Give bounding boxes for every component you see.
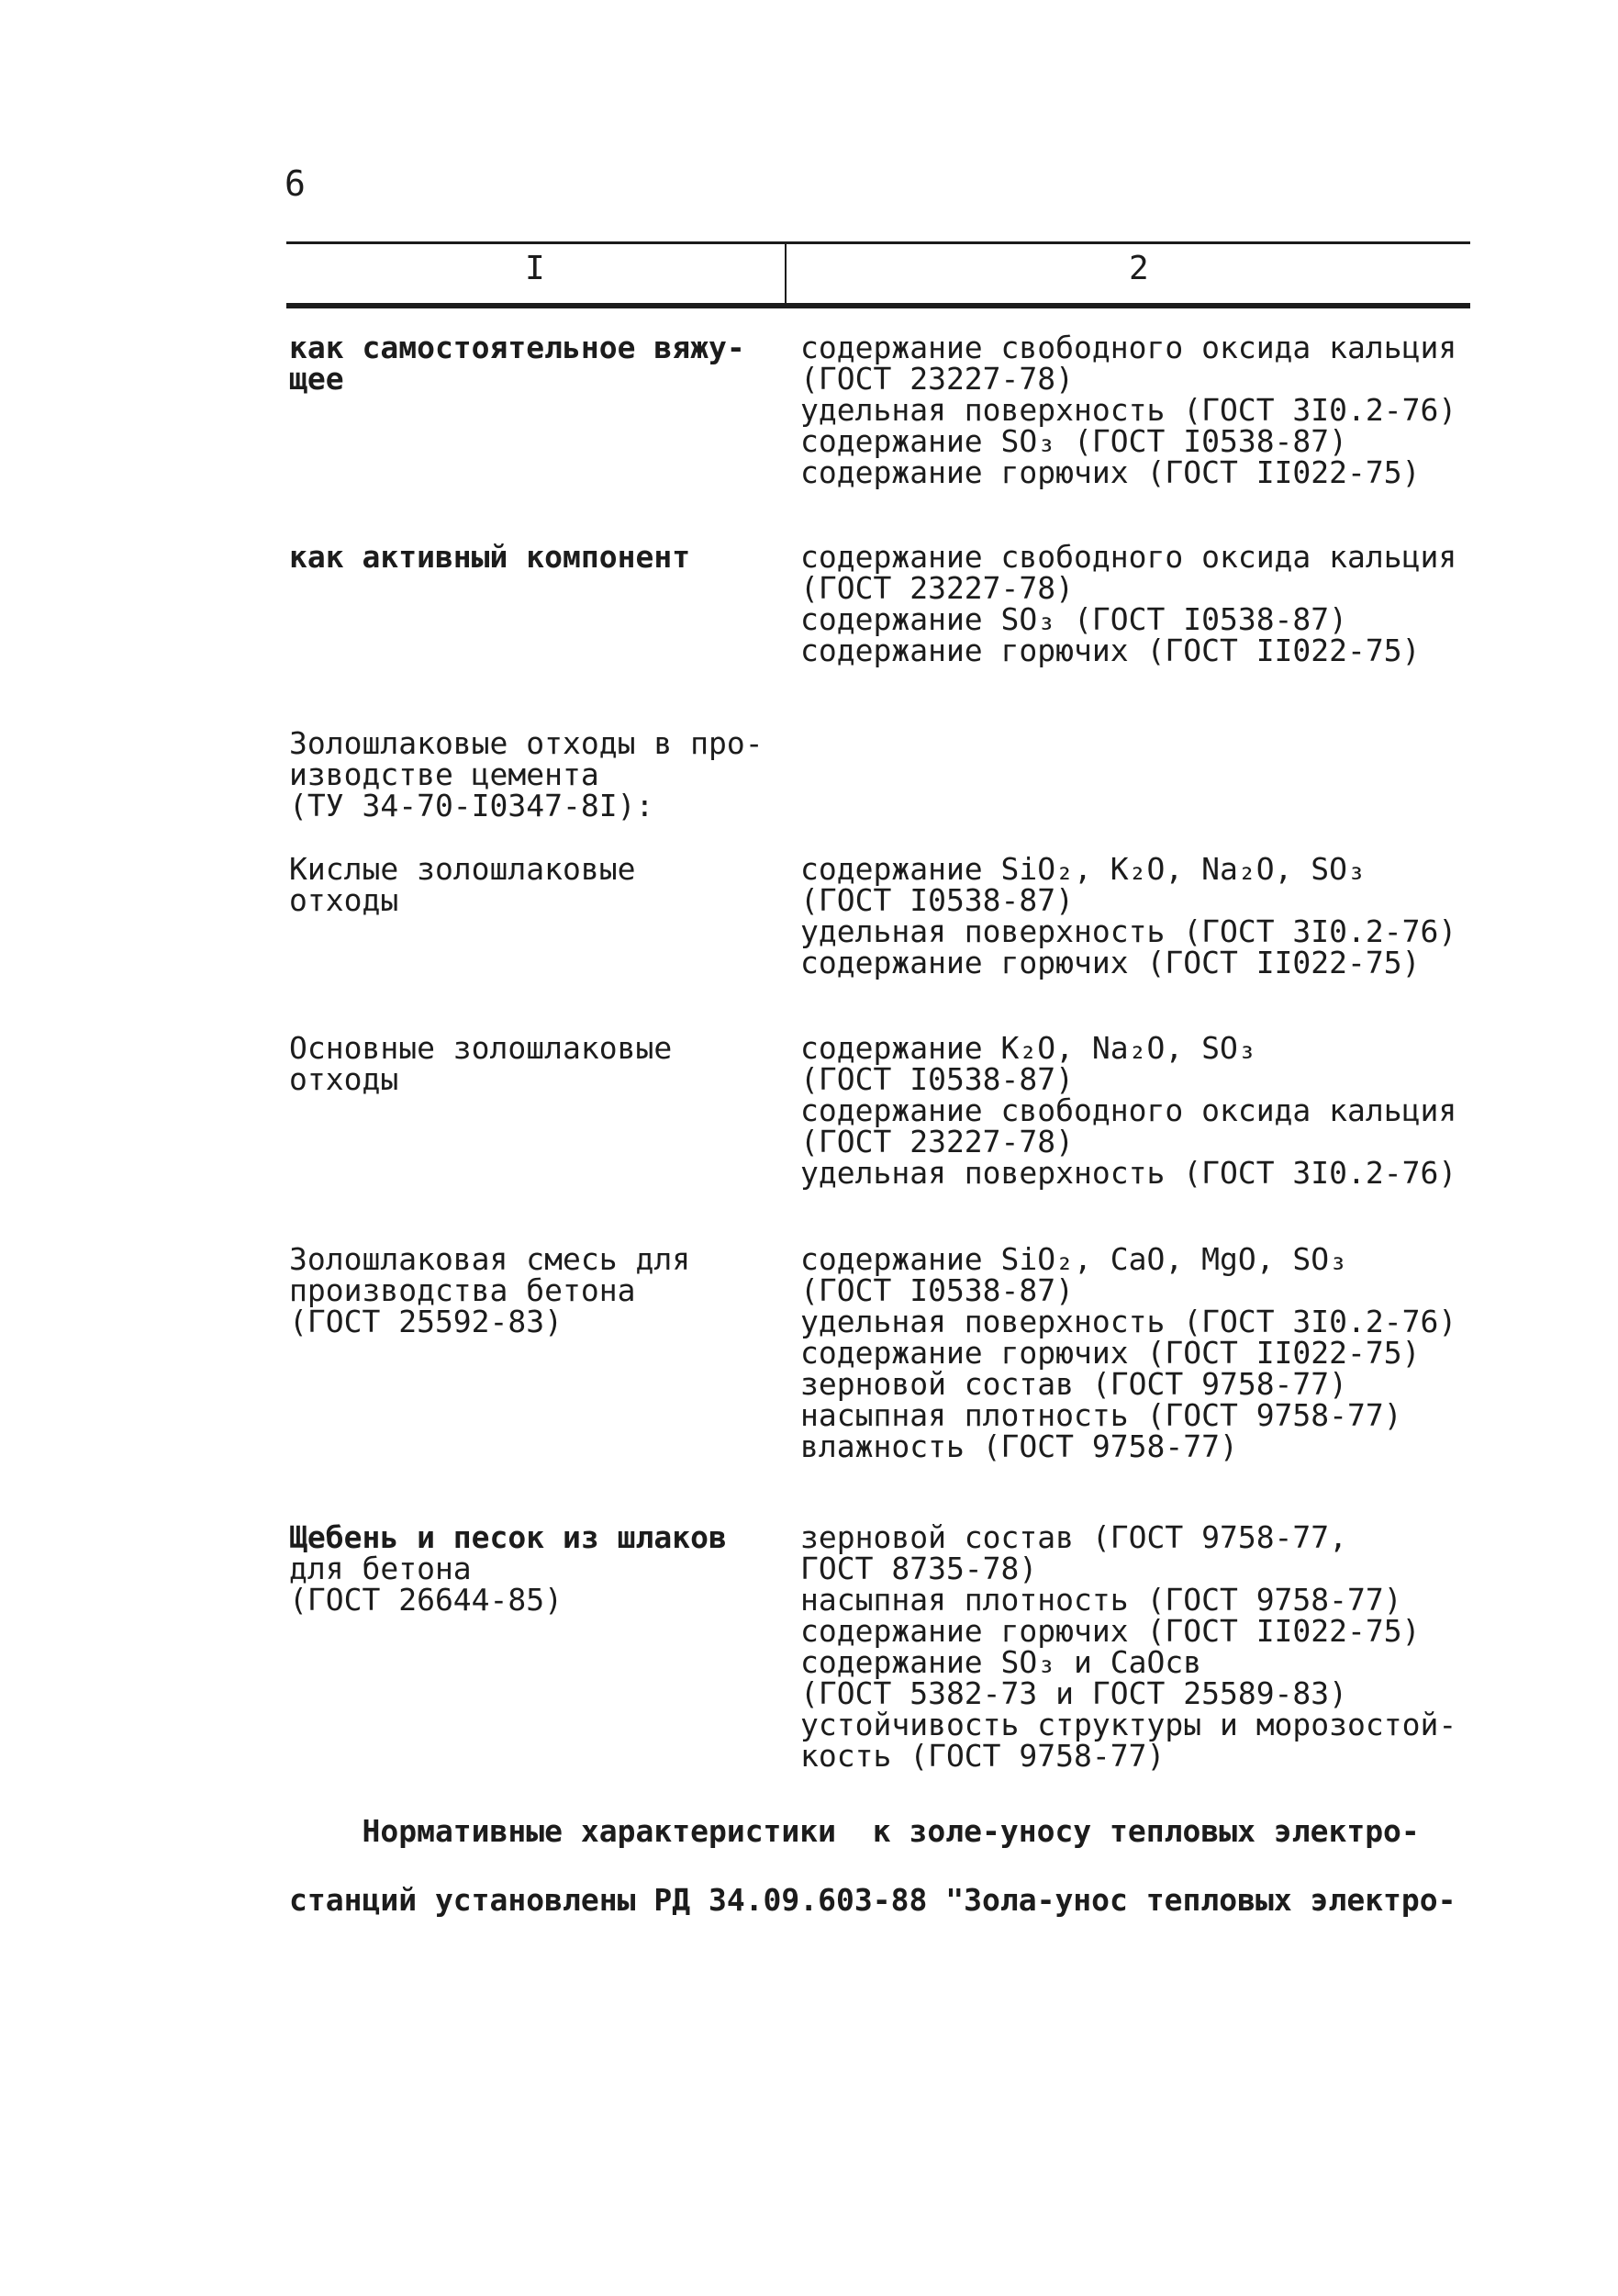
row-2-right-line-3: содержание SO₃ (ГОСТ I0538-87) [800, 601, 1348, 637]
row-7-left-line-1: Щебень и песок из шлаков [289, 1519, 727, 1555]
row-5-right-line-2: (ГОСТ I0538-87) [800, 1061, 1075, 1097]
row-7-right-line-3: насыпная плотность (ГОСТ 9758-77) [800, 1582, 1402, 1618]
row-7-right-line-6: (ГОСТ 5382-73 и ГОСТ 25589-83) [800, 1675, 1348, 1711]
row-4-left-line-1: Кислые золошлаковые [289, 851, 636, 887]
column-header-1: I [525, 250, 545, 287]
row-1-right-line-4: содержание SO₃ (ГОСТ I0538-87) [800, 423, 1348, 459]
table-top-rule [286, 241, 1470, 244]
row-6-right-line-4: содержание горючих (ГОСТ II022-75) [800, 1335, 1421, 1371]
row-7-right-line-2: ГОСТ 8735-78) [800, 1551, 1038, 1586]
row-3-left-line-3: (ТУ 34-70-I0347-8I): [289, 788, 654, 823]
row-1-right-line-3: удельная поверхность (ГОСТ 3I0.2-76) [800, 392, 1457, 428]
table-header-rule [286, 303, 1470, 308]
row-7-right-line-4: содержание горючих (ГОСТ II022-75) [800, 1613, 1421, 1649]
row-7-right-line-7: устойчивость структуры и морозостой- [800, 1707, 1457, 1742]
row-1-left-line-1: как самостоятельное вяжу- [289, 330, 745, 365]
row-6-right-line-7: влажность (ГОСТ 9758-77) [800, 1428, 1238, 1464]
row-6-right-line-1: содержание SiO₂, CaO, MgO, SO₃ [800, 1241, 1348, 1277]
row-5-right-line-3: содержание свободного оксида кальция [800, 1092, 1457, 1128]
row-6-left-line-3: (ГОСТ 25592-83) [289, 1304, 564, 1339]
row-1-right-line-2: (ГОСТ 23227-78) [800, 361, 1075, 397]
row-6-left-line-1: Золошлаковая смесь для [289, 1241, 691, 1277]
row-5-left-line-2: отходы [289, 1061, 399, 1097]
row-4-right-line-3: удельная поверхность (ГОСТ 3I0.2-76) [800, 913, 1457, 949]
row-1-right-line-1: содержание свободного оксида кальция [800, 330, 1457, 365]
row-3-left-line-1: Золошлаковые отходы в про- [289, 725, 764, 761]
row-2-right-line-2: (ГОСТ 23227-78) [800, 570, 1075, 606]
row-7-left-line-3: (ГОСТ 26644-85) [289, 1582, 564, 1618]
row-4-right-line-2: (ГОСТ I0538-87) [800, 882, 1075, 918]
row-5-left-line-1: Основные золошлаковые [289, 1030, 673, 1066]
row-2-left-line-1: как активный компонент [289, 539, 691, 575]
page-number: 6 [285, 163, 306, 204]
row-7-left-line-2: для бетона [289, 1551, 472, 1586]
row-7-right-line-8: кость (ГОСТ 9758-77) [800, 1738, 1166, 1774]
row-6-right-line-3: удельная поверхность (ГОСТ 3I0.2-76) [800, 1304, 1457, 1339]
row-4-right-line-4: содержание горючих (ГОСТ II022-75) [800, 945, 1421, 980]
row-6-right-line-6: насыпная плотность (ГОСТ 9758-77) [800, 1397, 1402, 1433]
column-separator [785, 244, 787, 303]
row-5-right-line-4: (ГОСТ 23227-78) [800, 1124, 1075, 1159]
row-7-right-line-5: содержание SO₃ и CaOсв [800, 1644, 1202, 1680]
row-4-right-line-1: содержание SiO₂, K₂O, Na₂O, SO₃ [800, 851, 1366, 887]
row-6-left-line-2: производства бетона [289, 1272, 636, 1308]
row-1-left-line-2: щее [289, 361, 344, 397]
column-header-2: 2 [1129, 250, 1149, 287]
row-5-right-line-5: удельная поверхность (ГОСТ 3I0.2-76) [800, 1155, 1457, 1191]
row-1-right-line-5: содержание горючих (ГОСТ II022-75) [800, 454, 1421, 490]
row-2-right-line-4: содержание горючих (ГОСТ II022-75) [800, 633, 1421, 668]
paragraph-line-1: Нормативные характеристики к золе-уносу тепловых электро- [289, 1813, 1420, 1849]
row-6-right-line-5: зерновой состав (ГОСТ 9758-77) [800, 1366, 1348, 1402]
row-7-right-line-1: зерновой состав (ГОСТ 9758-77, [800, 1519, 1348, 1555]
row-5-right-line-1: содержание K₂O, Na₂O, SO₃ [800, 1030, 1256, 1066]
row-6-right-line-2: (ГОСТ I0538-87) [800, 1272, 1075, 1308]
paragraph-line-2: станций установлены РД 34.09.603-88 "Зола-унос тепловых электро- [289, 1882, 1456, 1918]
row-4-left-line-2: отходы [289, 882, 399, 918]
row-2-right-line-1: содержание свободного оксида кальция [800, 539, 1457, 575]
row-3-left-line-2: изводстве цемента [289, 756, 599, 792]
